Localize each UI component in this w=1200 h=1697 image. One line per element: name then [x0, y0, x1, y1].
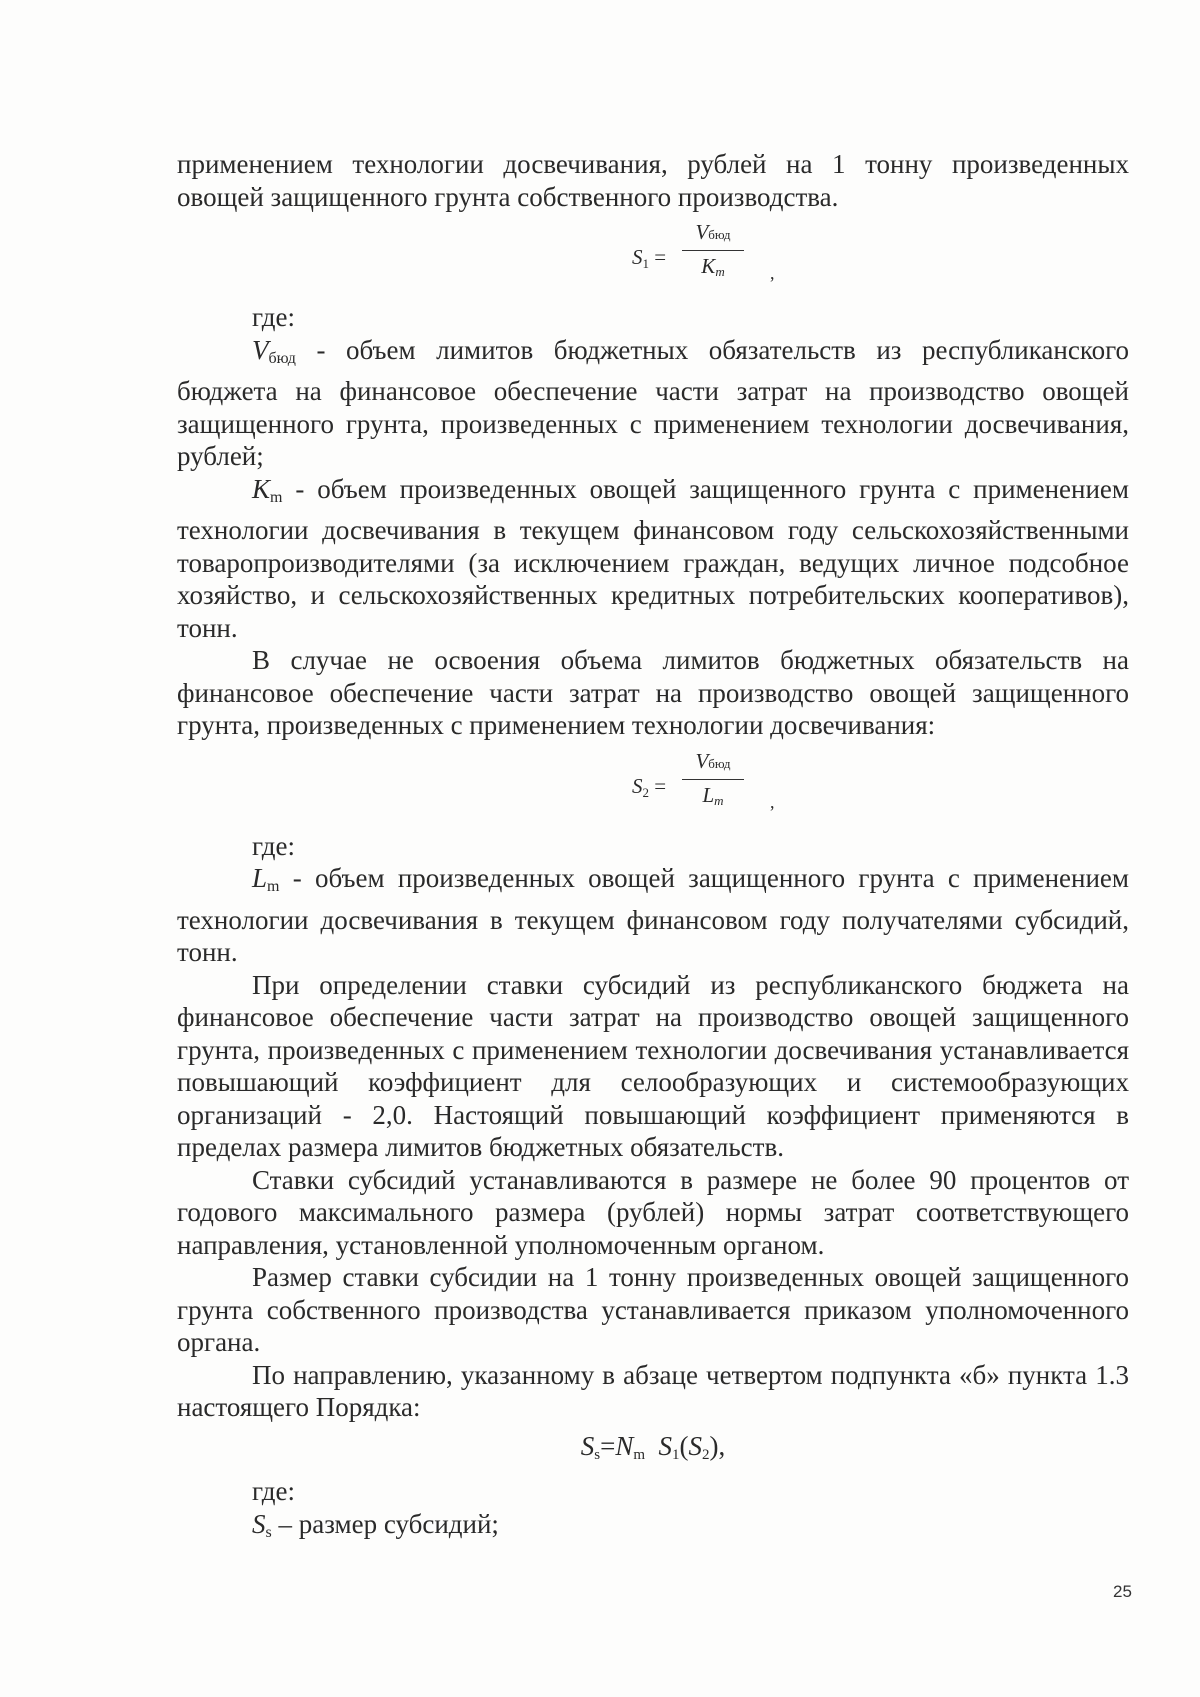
definition-lm: $L_m$ - объем произведенных овощей защищенного грунта с применением технологии досвечивания в текущем финансовом году получателями субсидий, тонн. [177, 863, 1129, 967]
definition-ss: $S_s$ – размер субсидий; [252, 1508, 499, 1541]
paragraph-size: Размер ставки субсидии на 1 тонну произведенных овощей защищенного грунта собственного производства устанавливается приказом уполномоченного органа. [177, 1262, 1129, 1357]
paragraph-direction: По направлению, указанному в абзаце четвертом подпункта «б» пункта 1.3 настоящего Порядка: [177, 1359, 1129, 1422]
paragraph-rate: При определении ставки субсидий из республиканского бюджета на финансовое обеспечение части затрат на производство овощей защищенного грунта, произведенных с применением технологии досвечивания устанавливается повышающий коэффициент для селообразующих и системообразующих организаций - 2,0. Настоящий повышающий коэффициент применяются в пределах размера лимитов бюджетных обязательств. [177, 969, 1129, 1162]
paragraph-rates-set: Ставки субсидий устанавливаются в размере не более 90 процентов от годового максимального размера (рублей) нормы затрат соответствующего направления, установленной уполномоченным органом. [177, 1164, 1129, 1260]
where-label: где: [252, 1476, 295, 1506]
formula-ss: Ss=Nm S1(S2), [580, 1430, 726, 1463]
paragraph-intro: применением технологии досвечивания, рублей на 1 тонну произведенных овощей защищенного грунта собственного производства. [177, 149, 1129, 212]
formula-s2: S2 = Vбюд Lm , [632, 748, 775, 812]
definition-vbud: $V_{бюд}$ - объем лимитов бюджетных обязательств из республиканского бюджета на финансовое обеспечение части затрат на производство овощей защищенного грунта, произведенных с применением технологии досвечивания, рублей; [177, 334, 1129, 471]
paragraph-case: В случае не освоения объема лимитов бюджетных обязательств на финансовое обеспечение части затрат на производство овощей защищенного грунта, произведенных с применением технологии досвечивания: [177, 645, 1129, 740]
definition-km: $K_m$ - объем произведенных овощей защищенного грунта с применением технологии досвечивания в текущем финансовом году сельскохозяйственными товаропроизводителями (за исключением граждан, ведущих личное подсобное хозяйство, и сельскохозяйственных кредитных потребительских кооперативов), тонн. [177, 473, 1129, 643]
where-label: где: [252, 830, 295, 861]
page-number: 25 [1113, 1582, 1132, 1601]
page-body [177, 148, 1129, 1549]
formula-s1: S1 = Vбюд Km , [632, 220, 775, 283]
where-label: где: [252, 302, 295, 332]
